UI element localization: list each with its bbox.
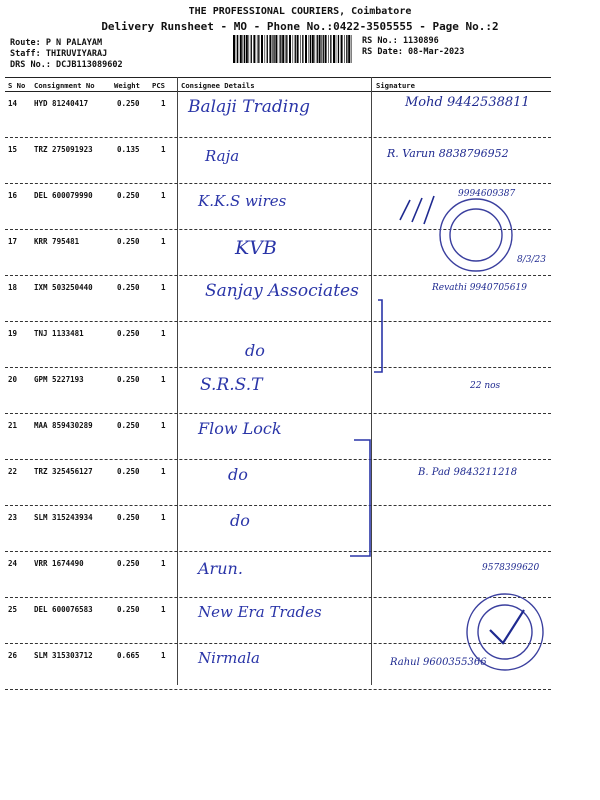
- consignment-number: DEL 600076583: [34, 605, 93, 614]
- table-row: [5, 367, 551, 414]
- pieces-count: 1: [161, 559, 166, 568]
- pieces-count: 1: [161, 99, 166, 108]
- barcode-bar: [297, 35, 299, 63]
- barcode-bar: [279, 35, 280, 63]
- barcode-bar: [319, 35, 321, 63]
- weight-value: 0.250: [117, 191, 140, 200]
- barcode-bar: [321, 35, 322, 63]
- consignment-number: HYD 81240417: [34, 99, 89, 108]
- consignee-handwriting: Balaji Trading: [188, 97, 311, 117]
- table-row: [5, 505, 551, 552]
- consignment-number: KRR 795481: [34, 237, 80, 246]
- pieces-count: 1: [161, 283, 166, 292]
- consignment-number: TRZ 325456127: [34, 467, 93, 476]
- signature-handwriting: 9994609387: [458, 189, 516, 199]
- pieces-count: 1: [161, 651, 166, 660]
- barcode-bar: [344, 35, 345, 63]
- weight-value: 0.250: [117, 513, 140, 522]
- weight-value: 0.250: [117, 99, 140, 108]
- barcode-bar: [330, 35, 331, 63]
- table-row: [5, 229, 551, 276]
- barcode-bar: [272, 35, 273, 63]
- table-row: [5, 91, 551, 138]
- pieces-count: 1: [161, 605, 166, 614]
- serial-number: 26: [8, 651, 18, 660]
- drs-number: DRS No.: DCJB113089602: [10, 60, 123, 70]
- company-title: THE PROFESSIONAL COURIERS, Coimbatore: [188, 6, 412, 17]
- table-row: [5, 183, 551, 230]
- consignment-number: DEL 600079990: [34, 191, 93, 200]
- serial-number: 18: [8, 283, 18, 292]
- barcode-bar: [257, 35, 258, 63]
- barcode-bar: [273, 35, 274, 63]
- barcode-bar: [317, 35, 318, 63]
- table-row: [5, 551, 551, 598]
- weight-value: 0.665: [117, 651, 140, 660]
- col-consignment: Consignment No: [34, 81, 95, 90]
- barcode-bar: [267, 35, 268, 63]
- serial-number: 22: [8, 467, 18, 476]
- pieces-count: 1: [161, 237, 166, 246]
- consignee-handwriting: S.R.S.T: [200, 375, 263, 395]
- consignment-number: TNJ 1133481: [34, 329, 84, 338]
- barcode-bar: [282, 35, 284, 63]
- barcode-bar: [348, 35, 350, 63]
- barcode-bar: [246, 35, 248, 63]
- rs-number: RS No.: 1130896: [362, 36, 439, 46]
- col-signature: Signature: [376, 81, 415, 90]
- barcode-bar: [265, 35, 266, 63]
- barcode-bar: [280, 35, 281, 63]
- staff-label: Staff: THIRUVIYARAJ: [10, 49, 108, 59]
- barcode-bar: [293, 35, 294, 63]
- pieces-count: 1: [161, 513, 166, 522]
- consignment-number: VRR 1674490: [34, 559, 84, 568]
- weight-value: 0.135: [117, 145, 140, 154]
- signature-handwriting: R. Varun 8838796952: [387, 147, 509, 160]
- col-sno: S No: [8, 81, 26, 90]
- consignment-number: TRZ 275091923: [34, 145, 93, 154]
- weight-value: 0.250: [117, 283, 140, 292]
- table-row: [5, 643, 551, 690]
- barcode-bar: [312, 35, 314, 63]
- barcode-bar: [289, 35, 291, 63]
- barcode-bar: [233, 35, 235, 63]
- barcode-bar: [240, 35, 242, 63]
- barcode-bar: [333, 35, 335, 63]
- col-pcs: PCS: [152, 81, 165, 90]
- serial-number: 23: [8, 513, 18, 522]
- barcode-bar: [328, 35, 329, 63]
- signature-handwriting: 9578399620: [482, 563, 540, 573]
- consignee-handwriting: Flow Lock: [198, 419, 282, 438]
- runsheet-table: [5, 77, 551, 668]
- consignee-handwriting: KVB: [235, 237, 277, 259]
- consignee-handwriting: Sanjay Associates: [205, 281, 359, 301]
- weight-value: 0.250: [117, 329, 140, 338]
- consignee-handwriting: Raja: [205, 147, 240, 165]
- pieces-count: 1: [161, 191, 166, 200]
- consignment-number: IXM 503250440: [34, 283, 93, 292]
- barcode-bar: [300, 35, 301, 63]
- serial-number: 24: [8, 559, 18, 568]
- col-consignee: Consignee Details: [181, 81, 255, 90]
- consignment-number: SLM 315303712: [34, 651, 93, 660]
- col-weight: Weight: [114, 81, 140, 90]
- consignee-handwriting: Nirmala: [198, 649, 260, 667]
- barcode-bar: [309, 35, 310, 63]
- barcode-bar: [302, 35, 303, 63]
- barcode-bar: [275, 35, 277, 63]
- serial-number: 15: [8, 145, 18, 154]
- table-row: [5, 597, 551, 644]
- pieces-count: 1: [161, 421, 166, 430]
- barcode-bar: [295, 35, 296, 63]
- barcode-bar: [244, 35, 245, 63]
- weight-value: 0.250: [117, 421, 140, 430]
- pieces-count: 1: [161, 145, 166, 154]
- serial-number: 14: [8, 99, 18, 108]
- table-row: [5, 137, 551, 184]
- consignee-handwriting: do: [245, 341, 265, 360]
- signature-handwriting: Rahul 9600355366: [390, 657, 487, 668]
- barcode-bar: [258, 35, 259, 63]
- weight-value: 0.250: [117, 559, 140, 568]
- weight-value: 0.250: [117, 605, 140, 614]
- consignee-handwriting: K.K.S wires: [198, 192, 287, 210]
- table-row: [5, 275, 551, 322]
- barcode-bar: [351, 35, 352, 63]
- consignment-number: SLM 315243934: [34, 513, 93, 522]
- pieces-count: 1: [161, 329, 166, 338]
- barcode-bar: [269, 35, 271, 63]
- barcode-bar: [243, 35, 244, 63]
- consignee-handwriting: do: [228, 465, 248, 484]
- barcode-bar: [251, 35, 252, 63]
- serial-number: 20: [8, 375, 18, 384]
- signature-handwriting: 8/3/23: [517, 255, 546, 265]
- route-label: Route: P N PALAYAM: [10, 38, 103, 48]
- serial-number: 17: [8, 237, 18, 246]
- serial-number: 19: [8, 329, 18, 338]
- barcode-bar: [253, 35, 255, 63]
- runsheet-title: Delivery Runsheet - MO - Phone No.:0422-3505555 - Page No.:2: [101, 20, 499, 33]
- consignment-number: MAA 859430289: [34, 421, 93, 430]
- barcode-image: [233, 35, 353, 63]
- barcode-bar: [285, 35, 286, 63]
- pieces-count: 1: [161, 375, 166, 384]
- barcode-bar: [310, 35, 311, 63]
- table-row: [5, 413, 551, 460]
- barcode-bar: [336, 35, 337, 63]
- barcode-bar: [305, 35, 307, 63]
- table-row: [5, 321, 551, 368]
- barcode-bar: [341, 35, 343, 63]
- table-row: [5, 459, 551, 506]
- barcode-bar: [286, 35, 287, 63]
- barcode-bar: [338, 35, 339, 63]
- signature-handwriting: 22 nos: [470, 381, 501, 391]
- serial-number: 21: [8, 421, 18, 430]
- barcode-bar: [237, 35, 238, 63]
- weight-value: 0.250: [117, 237, 140, 246]
- barcode-bar: [323, 35, 324, 63]
- table-header: [5, 77, 551, 92]
- signature-handwriting: Revathi 9940705619: [432, 283, 527, 293]
- barcode-bar: [315, 35, 316, 63]
- signature-handwriting: Mohd 9442538811: [405, 95, 530, 110]
- consignee-handwriting: do: [230, 511, 250, 530]
- weight-value: 0.250: [117, 375, 140, 384]
- barcode-bar: [249, 35, 250, 63]
- barcode-bar: [236, 35, 237, 63]
- consignee-handwriting: Arun.: [198, 559, 243, 578]
- rs-date: RS Date: 08-Mar-2023: [362, 47, 465, 57]
- barcode-bar: [346, 35, 347, 63]
- weight-value: 0.250: [117, 467, 140, 476]
- consignee-handwriting: New Era Trades: [198, 603, 322, 621]
- consignment-number: GPM 5227193: [34, 375, 84, 384]
- serial-number: 16: [8, 191, 18, 200]
- serial-number: 25: [8, 605, 18, 614]
- barcode-bar: [261, 35, 263, 63]
- pieces-count: 1: [161, 467, 166, 476]
- signature-handwriting: B. Pad 9843211218: [418, 467, 518, 478]
- barcode-bar: [325, 35, 327, 63]
